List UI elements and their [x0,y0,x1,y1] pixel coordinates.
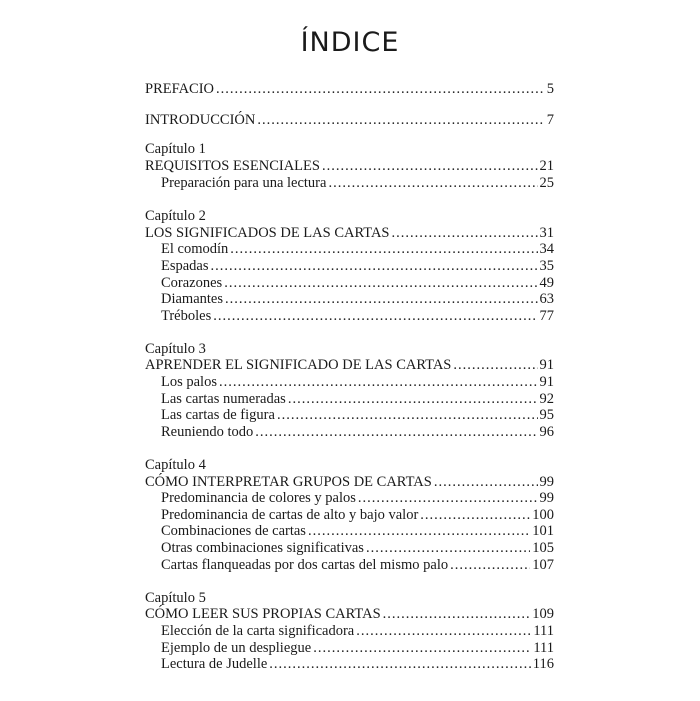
page-number: 35 [539,258,554,274]
page-number: 95 [539,407,554,423]
toc-subentry [161,423,554,441]
page-number: 91 [539,374,554,390]
toc-subentry [161,373,554,391]
entry-label: Tréboles [161,308,212,324]
dot-leader [356,622,531,640]
page-number: 105 [532,540,554,556]
toc-subentry [161,174,554,192]
page-number: 101 [532,523,554,539]
toc-subentry [161,489,554,507]
page-number: 63 [539,291,554,307]
page-number: 99 [539,474,554,490]
entry-label: Reuniendo todo [161,424,254,440]
entry-label: INTRODUCCIÓN [145,112,256,128]
dot-leader [225,290,537,308]
page-title: ÍNDICE [300,27,400,58]
dot-leader [269,655,531,673]
toc-entry [145,356,554,374]
page-number: 109 [532,606,554,622]
toc-subentry [161,655,554,673]
dot-leader [211,257,538,275]
page-number: 7 [546,112,554,128]
dot-leader [450,556,530,574]
dot-leader [383,605,531,623]
dot-leader [213,307,537,325]
page-number: 91 [539,357,554,373]
entry-label: APRENDER EL SIGNIFICADO DE LAS CARTAS [145,357,452,373]
dot-leader [277,406,538,424]
page-number: 111 [533,640,554,656]
entry-label: CÓMO INTERPRETAR GRUPOS DE CARTAS [145,474,432,490]
page-number: 96 [539,424,554,440]
page-number: 25 [539,175,554,191]
entry-label: Preparación para una lectura [161,175,327,191]
dot-leader [255,423,537,441]
entry-label: Diamantes [161,291,224,307]
page-number: 116 [532,656,554,672]
chapter-heading: Capítulo 2 [145,208,206,224]
chapter-heading: Capítulo 1 [145,141,206,157]
dot-leader [308,522,530,540]
entry-label: Elección de la carta significadora [161,623,355,639]
entry-label: Cartas flanqueadas por dos cartas del mismo palo [161,557,449,573]
page-number: 34 [539,241,554,257]
toc-subentry [161,240,554,258]
chapter-heading: Capítulo 3 [145,341,206,357]
page-number: 92 [539,391,554,407]
dot-leader [257,111,544,129]
entry-label: Ejemplo de un despliegue [161,640,312,656]
dot-leader [366,539,530,557]
entry-label: Combinaciones de cartas [161,523,306,539]
toc-subentry [161,556,554,574]
toc-subentry [161,522,554,540]
toc-entry [145,80,554,98]
chapter-heading: Capítulo 5 [145,590,206,606]
page-number: 99 [539,490,554,506]
toc-entry [145,605,554,623]
chapter-heading: Capítulo 4 [145,457,206,473]
toc-entry [145,157,554,175]
dot-leader [328,174,537,192]
toc-subentry [161,290,554,308]
dot-leader [453,356,537,374]
entry-label: Las cartas numeradas [161,391,286,407]
toc-subentry [161,307,554,325]
entry-label: LOS SIGNIFICADOS DE LAS CARTAS [145,225,390,241]
dot-leader [216,80,545,98]
page-number: 111 [533,623,554,639]
page-number: 107 [532,557,554,573]
toc-entry [145,111,554,129]
entry-label: Otras combinaciones significativas [161,540,364,556]
page-number: 31 [539,225,554,241]
dot-leader [358,489,538,507]
page-number: 100 [532,507,554,523]
page-number: 21 [539,158,554,174]
entry-label: Lectura de Judelle [161,656,268,672]
page-number: 77 [539,308,554,324]
page-number: 5 [546,81,554,97]
entry-label: Predominancia de cartas de alto y bajo valor [161,507,419,523]
entry-label: Predominancia de colores y palos [161,490,356,506]
entry-label: Espadas [161,258,209,274]
entry-label: REQUISITOS ESENCIALES [145,158,320,174]
page-number: 49 [539,275,554,291]
entry-label: PREFACIO [145,81,215,97]
toc-subentry [161,539,554,557]
entry-label: Corazones [161,275,223,291]
entry-label: Las cartas de figura [161,407,275,423]
toc-subentry [161,622,554,640]
entry-label: El comodín [161,241,229,257]
dot-leader [322,157,538,175]
dot-leader [230,240,537,258]
dot-leader [219,373,538,391]
toc-subentry [161,406,554,424]
entry-label: Los palos [161,374,217,390]
toc-subentry [161,257,554,275]
entry-label: CÓMO LEER SUS PROPIAS CARTAS [145,606,381,622]
